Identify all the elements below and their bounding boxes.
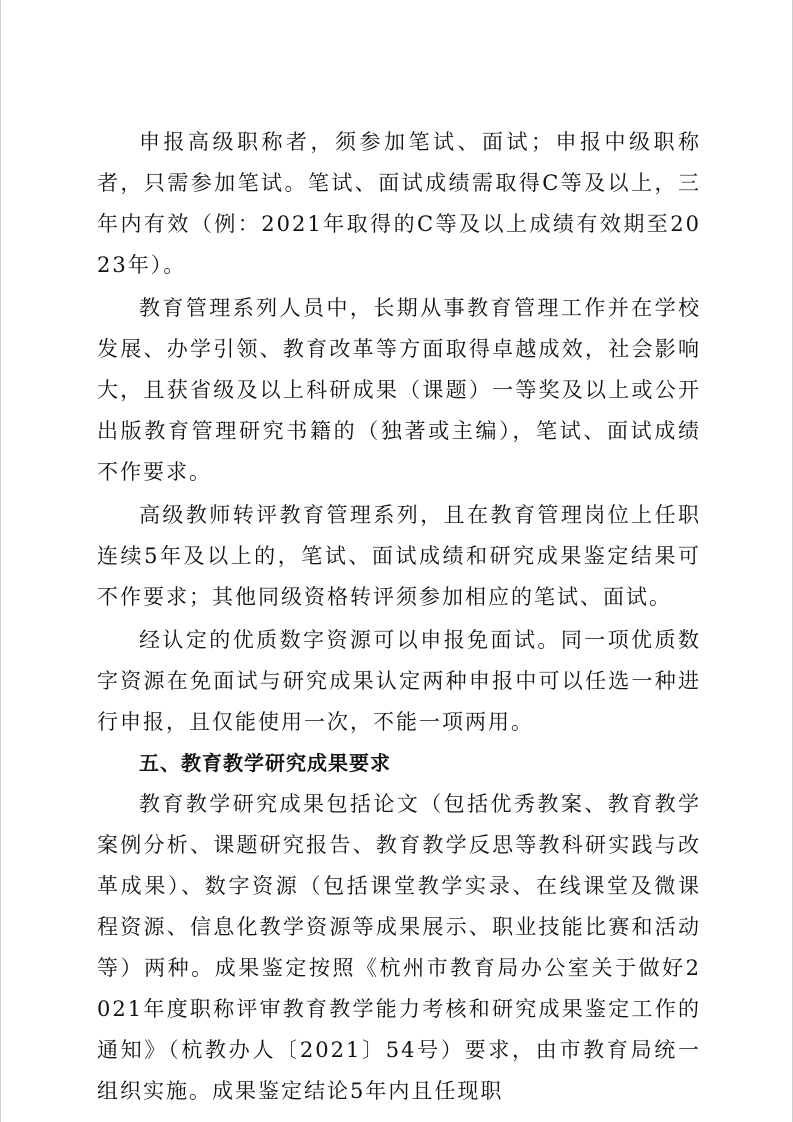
paragraph-exam-requirements: 申报高级职称者，须参加笔试、面试；申报中级职称者，只需参加笔试。笔试、面试成绩需取得C等及以上，三年内有效（例：2021年取得的C等及以上成绩有效期至2023年）。 bbox=[97, 130, 701, 277]
section-heading: 五、教育教学研究成果要求 bbox=[139, 751, 391, 775]
paragraph-research-results: 教育教学研究成果包括论文（包括优秀教案、教育教学案例分析、课题研究报告、教育教学反思等教科研实践与改革成果）、数字资源（包括课堂教学实录、在线课堂及微课程资源、信息化教学资源等成果展示、职业技能比赛和活动等）两种。成果鉴定按照《杭州市教育局办公室关于做好2021年度职称评审教育教学能力考核和研究成果鉴定工作的通知》（杭教办人〔2021〕54号）要求，由市教育局统一组织实施。成果鉴定结论5年内且任现职 bbox=[97, 792, 701, 1103]
paragraph-transfer-evaluation: 高级教师转评教育管理系列，且在教育管理岗位上任职连续5年及以上的，笔试、面试成绩和研究成果鉴定结果可不作要求；其他同级资格转评须参加相应的笔试、面试。 bbox=[97, 503, 701, 609]
document-body bbox=[97, 122, 701, 1112]
paragraph-digital-resources: 经认定的优质数字资源可以申报免面试。同一项优质数字资源在免面试与研究成果认定两种申报中可以任选一种进行申报，且仅能使用一次，不能一项两用。 bbox=[97, 628, 701, 734]
paragraph-management-exemption: 教育管理系列人员中，长期从事教育管理工作并在学校发展、办学引领、教育改革等方面取得卓越成效，社会影响大，且获省级及以上科研成果（课题）一等奖及以上或公开出版教育管理研究书籍的（独著或主编），笔试、面试成绩不作要求。 bbox=[97, 296, 701, 484]
